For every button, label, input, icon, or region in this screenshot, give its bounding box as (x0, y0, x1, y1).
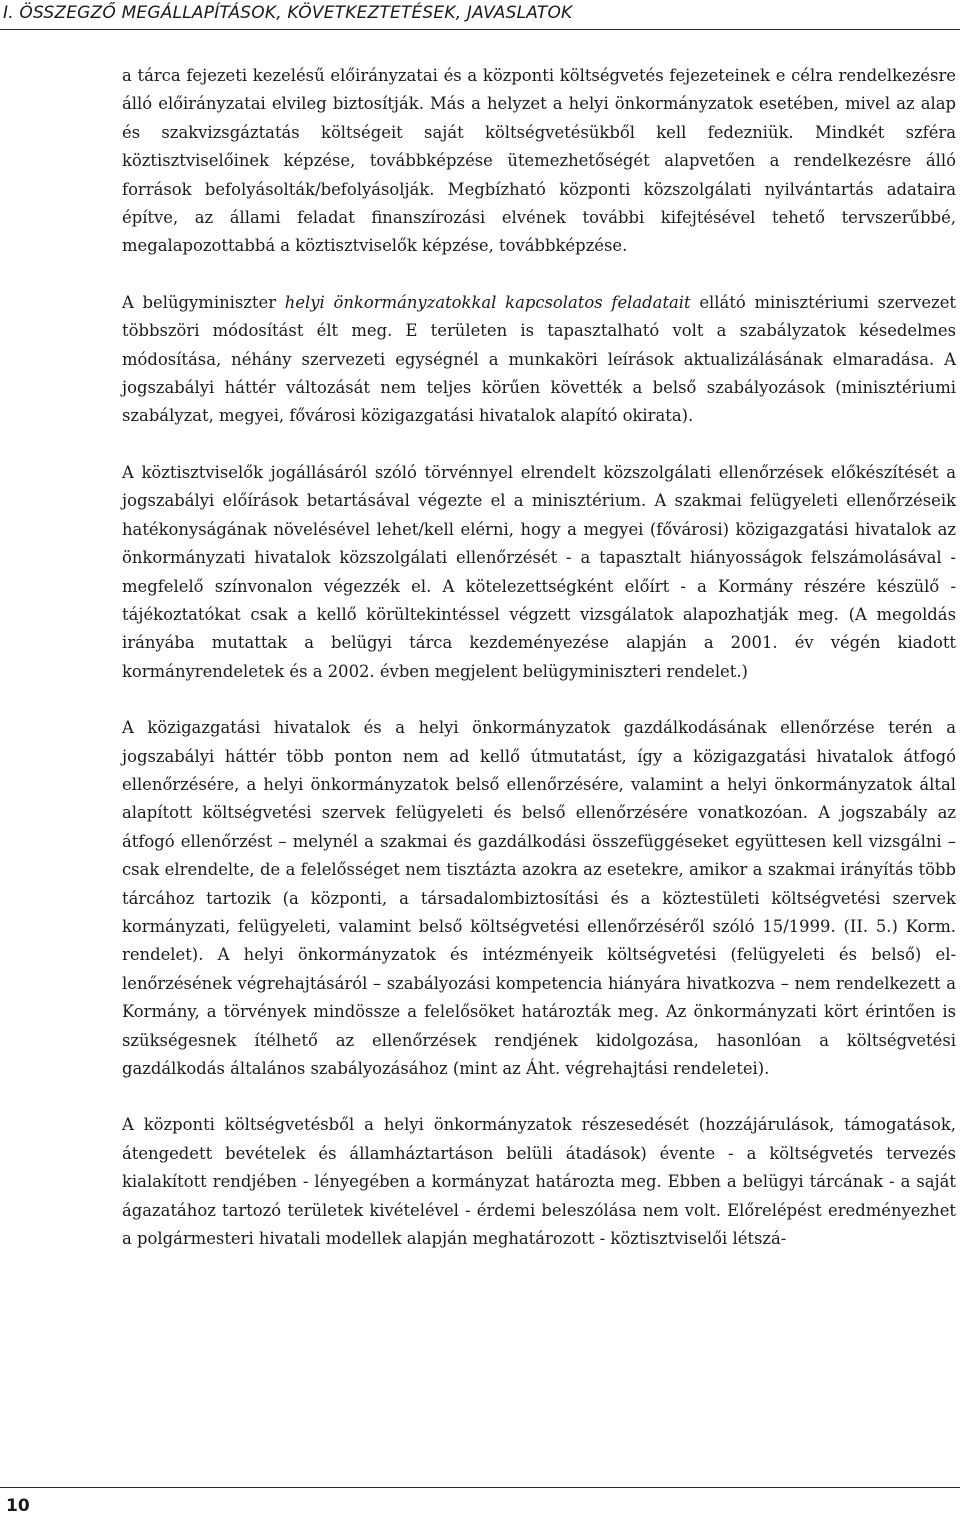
paragraph-3: A köztisztviselők jogállásáról szóló törvénnyel elrendelt közszolgálati ellenőrzések előkészítését a jogszabályi előírások betartásával végezte el a minisztérium. A szakmai felügyeleti ellenőrzéseik hatékonyságának növelésével lehet/kell elérni, hogy a megyei (fővárosi) közigazgatási hivatalok az önkormányzati hivatalok közszolgálati ellenőrzését - a tapasztalt hiányosságok felszámolásával - megfelelő színvonalon végezzék el. A kötelezettségként előírt - a Kormány részére készülő - tájékoztatókat csak a kellő körültekintéssel végzett vizsgálatok alapozhatják meg. (A megoldás irányába mutattak a belügyi tárca kezdeményezése alapján a 2001. év végén kiadott kormányrendeletek és a 2002. évben megjelent belügyminiszteri rendelet.) (122, 462, 956, 681)
chapter-title: I. ÖSSZEGZŐ MEGÁLLAPÍTÁSOK, KÖVETKEZTETÉSEK, JAVASLATOK (3, 3, 573, 23)
page-number: 10 (6, 1496, 30, 1516)
footer-rule (0, 1487, 960, 1488)
page-header (0, 0, 960, 30)
paragraph-2-lead: A belügyminiszter (122, 292, 285, 312)
paragraph-2-rest: ellátó minisztériumi szervezet többszöri módosítást élt meg. E területen is tapasztalható volt a szabályzatok késedelmes módosítása, néhány szervezeti egységnél a munkaköri leírások aktualizálásának elmaradása. A jogszabályi háttér változását nem teljes körűen követték a belső szabályozások (minisztériumi szabályzat, megyei, fővárosi közigazgatási hivatalok alapító okirata). (122, 292, 957, 426)
paragraph-4: A közigazgatási hivatalok és a helyi önkormányzatok gazdálkodásának ellenőrzése terén a jogszabályi háttér több ponton nem ad kellő útmutatást, így a közigazgatási hivatalok átfogó ellenőrzésére, a helyi önkormányzatok belső ellenőrzésére, valamint a helyi önkormányzatok által alapított költségvetési szervek felügyeleti és belső ellenőrzésére vonatkozóan. A jogszabály az átfogó ellenőrzést – melynél a szakmai és gazdálkodási összefüggéseket együttesen kell vizsgálni – csak elrendelte, de a felelősséget nem tisztázta azokra az esetekre, amikor a szakmai irányítás több tárcához tartozik (a központi, a társadalombiztosítási és a köztestületi költségvetési szervek kormányzati, felügyeleti, valamint belső költségvetési ellenőrzéséről szóló 15/1999. (II. 5.) Korm. rendelet). A helyi önkormányzatok és intézményeik költségvetési (felügyeleti és belső) ellenőrzésének végrehajtásáról – szabályozási kompetencia hiányára hivatkozva – nem rendelkezett a Kormány, a törvények mindössze a felelősöket határozták meg. Az önkormányzati kört érintően is szükségesnek ítélhető az ellenőrzések rendjének kidolgozása, hasonlóan a költségvetési gazdálkodás általános szabályozásához (mint az Áht. végrehajtási rendeletei). (122, 718, 956, 1078)
paragraph-2 (122, 289, 956, 431)
body-text (122, 62, 956, 1281)
paragraph-5: A központi költségvetésből a helyi önkormányzatok részesedését (hozzájárulások, támogatások, átengedett bevételek és államháztartáson belüli átadások) évente - a költségvetés tervezés kialakított rendjében - lényegében a kormányzat határozta meg. Ebben a belügyi tárcának - a saját ágazatához tartozó területek kivételével - érdemi beleszólása nem volt. Előrelépést eredményezhet a polgármesteri hivatali modellek alapján meghatározott - köztisztviselői létszá- (122, 1115, 956, 1249)
paragraph-2-italic: helyi önkormányzatokkal kapcsolatos feladatait (284, 292, 691, 312)
paragraph-1: a tárca fejezeti kezelésű előirányzatai és a központi költségvetés fejezeteinek e célra rendelkezésre álló előirányzatai elvileg biztosítják. Más a helyzet a helyi önkormányzatok esetében, mivel az alap és szakvizsgáztatás költségeit saját költségvetésükből kell fedezniük. Mindkét szféra köztisztviselőinek képzése, továbbképzése ütemezhetőségét alapvetően a rendelkezésre álló források befolyásolták/befolyásolják. Megbízható központi közszolgálati nyilvántartás adataira építve, az állami feladat finanszírozási elvének további kifejtésével tehető tervszerűbbé, megalapozottabbá a köztisztviselők képzése, továbbképzése. (122, 66, 956, 256)
